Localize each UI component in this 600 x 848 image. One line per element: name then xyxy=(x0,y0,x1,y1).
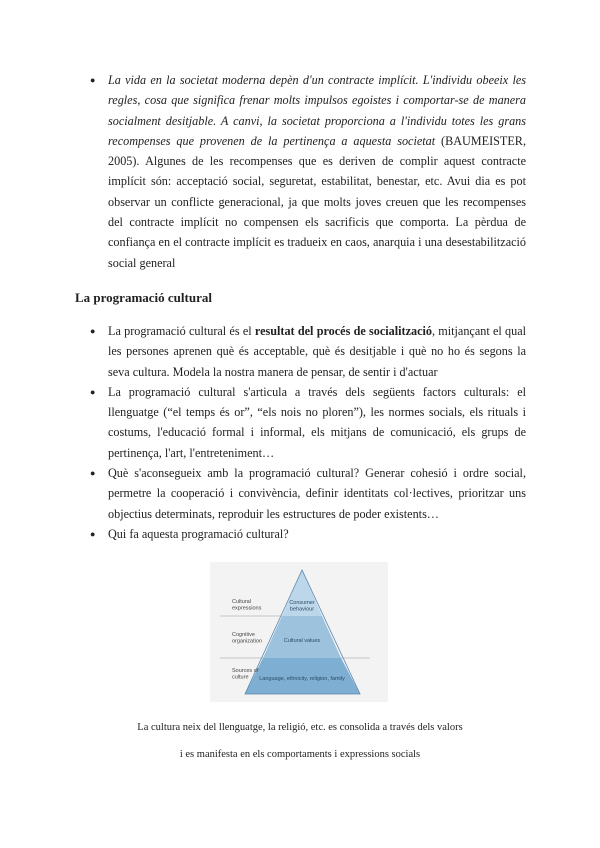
bullet-dot: ● xyxy=(90,75,96,85)
figure-caption-line-2: i es manifesta en els comportaments i expressions socials xyxy=(179,749,421,760)
bullet-dot: ● xyxy=(90,468,96,479)
bullet-dot: ● xyxy=(90,386,96,397)
intro-normal-text: (BAUMEISTER, 2005). Algunes de les recompenses que es deriven de complir aquest contracte implícit són: acceptació social, seguretat, estabilitat, benestar, etc. Avui dia es pot observar un conflicte generacional, ja que molts joves creuen que les recompenses del contracte implícit no compensen els sacrificis que comporta. La pèrdua de confiança en el contracte implícit es tradueix en caos, anarquia i una desestabilització social general xyxy=(108,133,526,270)
list-item xyxy=(90,382,526,463)
intro-paragraph xyxy=(108,70,526,273)
level-consumer-behaviour: Consumer behaviour xyxy=(289,600,315,613)
culture-pyramid-figure xyxy=(210,562,388,702)
level-language-ethnicity: Language, ethnicity, religion, family xyxy=(259,676,345,682)
bullet-dot: ● xyxy=(90,528,96,539)
bullet-paragraph: Qui fa aquesta programació cultural? xyxy=(108,526,289,541)
section-heading: La programació cultural xyxy=(75,290,212,305)
bold-phrase: resultat del procés de socialització xyxy=(254,324,432,338)
intro-list xyxy=(90,70,526,273)
bullet-paragraph: Què s'aconsegueix amb la programació cultural? Generar cohesió i ordre social, permetre la cooperació i convivència, definir identitats col·lectives, prioritzar uns objectius determinats, reproduir les estructures de poder existents… xyxy=(108,466,526,521)
intro-italic-text: La vida en la societat moderna depèn d'un contracte implícit. L'individu obeeix les regles, cosa que significa frenar molts impulsos egoistes i comportar-se de manera socialment desitjable. A canvi, la societat proporciona a l'individu totes les grans recompenses que provenen de la pertinença a aquesta societat xyxy=(108,73,526,148)
list-item xyxy=(90,463,526,524)
bullet-text: , mitjançant el qual les persones aprenen què és acceptable, què és desitjable i què no ho és segons la seva cultura. Modela la nostra manera de pensar, de sentir i d'actuar xyxy=(108,324,526,379)
label-cognitive-organization: Cognitive organization xyxy=(232,632,262,645)
list-item xyxy=(90,524,526,544)
list-item xyxy=(90,70,526,273)
bullet-paragraph: La programació cultural s'articula a través dels següents factors culturals: el llenguatge (“el temps és or”, “els nois no ploren”), les normes socials, els rituals i costums, l'educació formal i informal, els mitjans de comunicació, els grups de pertinença, l'art, l'entreteniment… xyxy=(108,384,526,460)
bullet-dot: ● xyxy=(90,326,96,336)
pyramid-middle-tier xyxy=(263,616,341,658)
list-item xyxy=(90,321,526,382)
label-cultural-expressions: Cultural expressions xyxy=(232,599,262,612)
level-cultural-values: Cultural values xyxy=(283,638,321,644)
pyramid-diagram xyxy=(210,562,388,702)
bullet-paragraph xyxy=(108,321,526,382)
section-list xyxy=(90,321,526,544)
label-sources-of-culture: Sources of culture xyxy=(232,668,259,681)
figure-caption-line-1: La cultura neix del llenguatge, la religió, etc. es consolida a través dels valors xyxy=(137,722,463,733)
bullet-text: La programació cultural és el xyxy=(108,324,255,338)
